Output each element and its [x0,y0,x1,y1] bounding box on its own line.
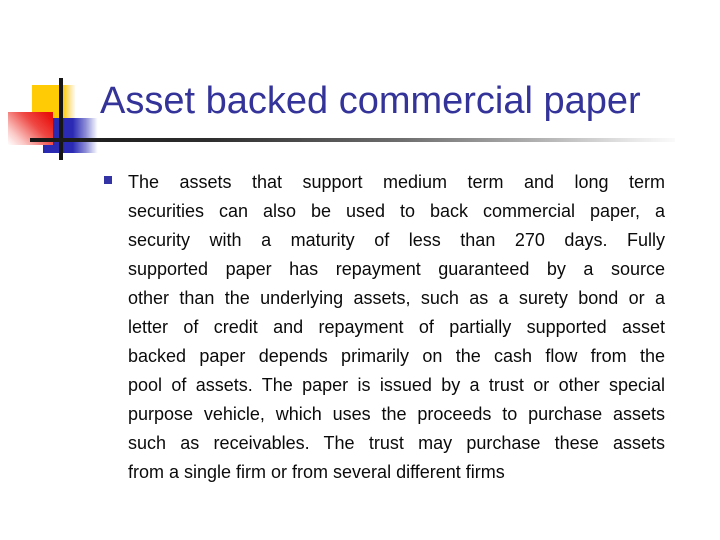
body-line: pool of assets. The paper is issued by a trust or other special [128,375,665,395]
square-bullet-icon [104,176,112,184]
body-line: from a single firm or from several different firms [128,462,505,482]
body-line: backed paper depends primarily on the cash flow from the [128,346,665,366]
body-line: security with a maturity of less than 270 days. Fully [128,230,665,250]
body-line: securities can also be used to back commercial paper, a [128,201,665,221]
body-line: such as receivables. The trust may purchase these assets [128,433,665,453]
bullet-text [128,168,665,487]
title-underline-rule [30,138,675,142]
body-line: supported paper has repayment guaranteed by a source [128,259,665,279]
body-line: other than the underlying assets, such as a surety bond or a [128,288,665,308]
vertical-line [59,78,63,160]
slide-title: Asset backed commercial paper [100,80,641,122]
body-line: letter of credit and repayment of partially supported asset [128,317,665,337]
body-line: The assets that support medium term and long term [128,172,665,192]
body-line: purpose vehicle, which uses the proceeds to purchase assets [128,404,665,424]
